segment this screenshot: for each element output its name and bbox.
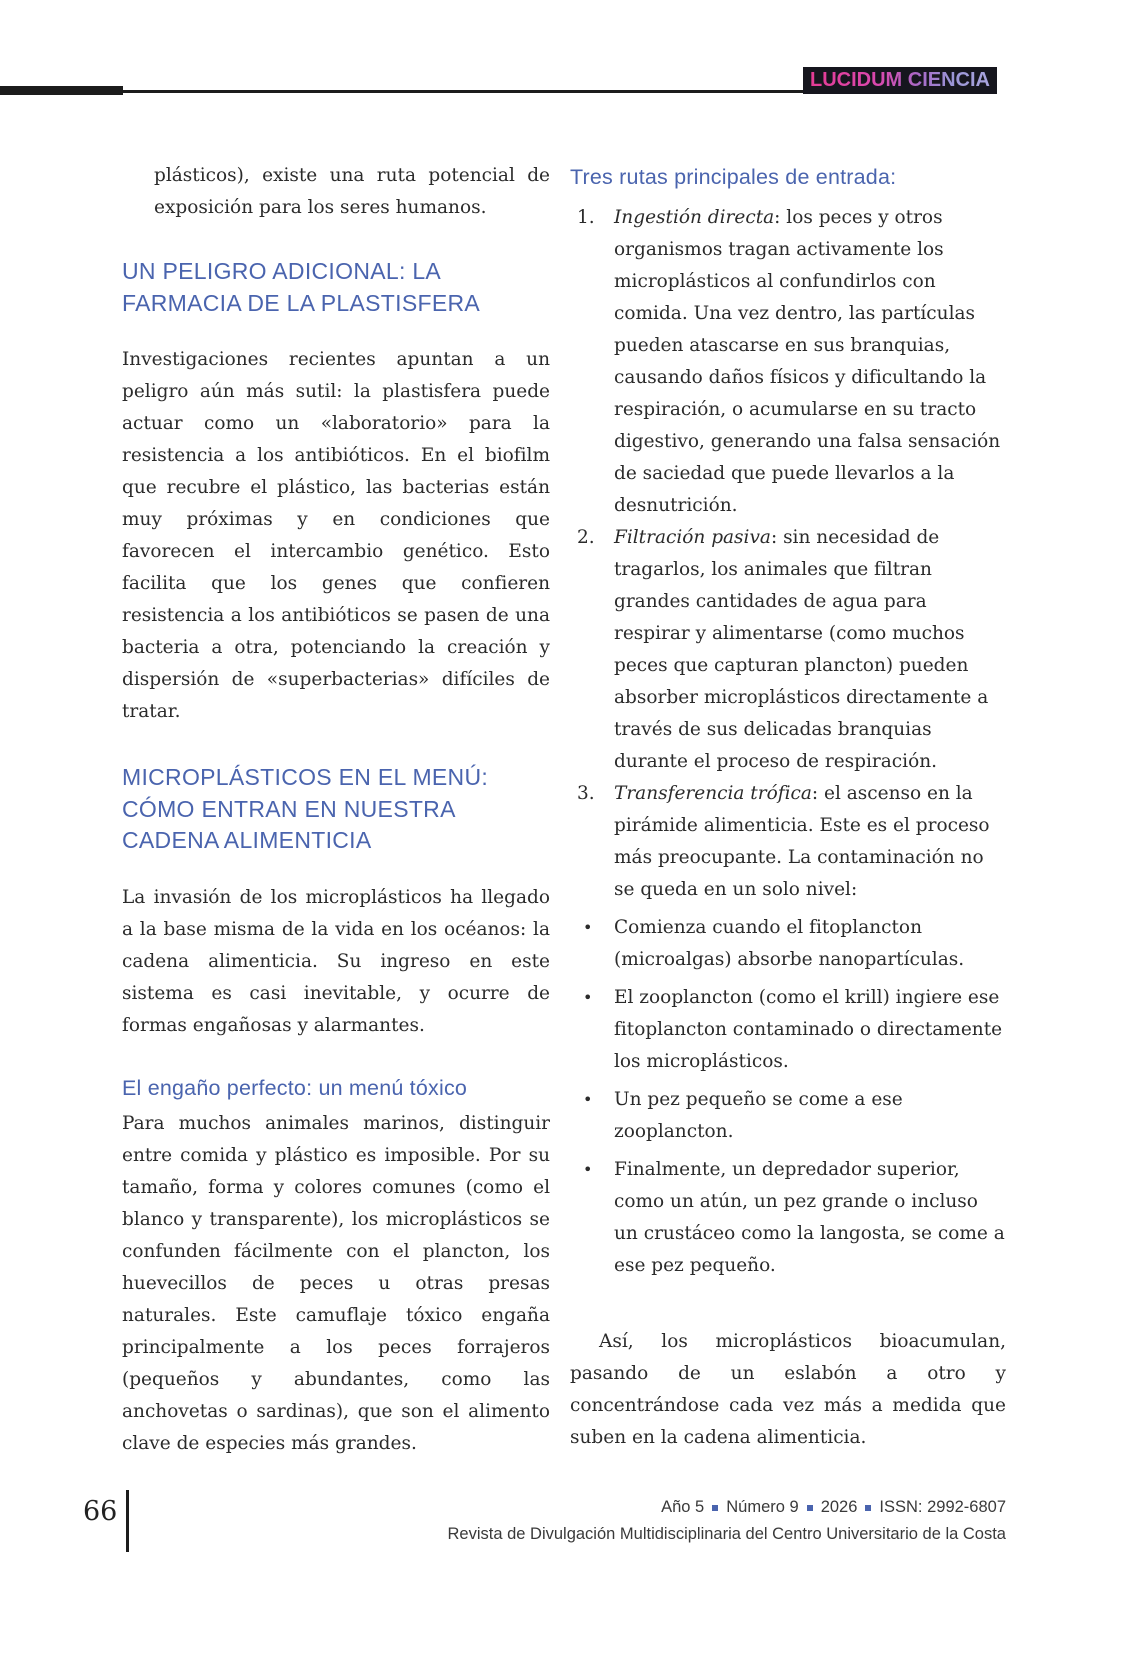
paragraph-engano: Para muchos animales marinos, distinguir entre comida y plástico es imposible. Por su tamaño, forma y colores comunes (como el blanco y transparente), los microplásticos se confunden fácilmente con el plancton, los huevecillos de peces u otras presas naturales. Este camuflaje tóxico engaña principalmente a los peces forrajeros (pequeños y abundantes, como las anchovetas o sardinas), que son el alimento clave de especies más grandes. — [122, 1112, 550, 1454]
separator-square-icon — [712, 1505, 718, 1511]
list-item-transferencia — [570, 778, 1006, 906]
heading-line: CÓMO ENTRAN EN NUESTRA — [122, 795, 456, 822]
bullet-icon: • — [583, 1160, 593, 1179]
issue-issn: ISSN: 2992-6807 — [879, 1498, 1006, 1516]
heading-line: MICROPLÁSTICOS EN EL MENÚ: — [122, 764, 489, 790]
separator-square-icon — [865, 1505, 871, 1511]
issue-info — [447, 1494, 1006, 1521]
heading-line: UN PELIGRO ADICIONAL: LA — [122, 258, 442, 284]
separator-square-icon — [807, 1505, 813, 1511]
list-lead: Ingestión directa — [614, 207, 775, 228]
bullet-icon: • — [583, 918, 593, 937]
list-item-filtracion — [570, 522, 1006, 778]
list-text: : los peces y otros organismos tragan activamente los microplásticos al confundirlos con comida. Una vez dentro, las partículas pueden atascarse en sus branquias, causando daños físicos y dificultando la respiración, o acumularse en su tracto digestivo, generando una falsa sensación de saciedad que puede llevarlos a la desnutrición. — [614, 207, 1001, 516]
list-text: : el ascenso en la pirámide alimenticia. Este es el proceso más preocupante. La contaminación no se queda en un solo nivel: — [614, 783, 990, 900]
bullet-icon: • — [583, 988, 593, 1007]
list-text: : sin necesidad de tragarlos, los animales que filtran grandes cantidades de agua para respirar y alimentarse (como muchos peces que capturan plancton) pueden absorber microplásticos directamente a través de sus delicadas branquias durante el proceso de respiración. — [614, 527, 989, 772]
bullet-item-depredador — [570, 1154, 1006, 1282]
heading-line: CADENA ALIMENTICIA — [122, 827, 372, 853]
bullet-text: El zooplancton (como el krill) ingiere ese fitoplancton contaminado o directamente los microplásticos. — [614, 987, 1003, 1072]
bullet-text: Finalmente, un depredador superior, como un atún, un pez grande o incluso un crustáceo como la langosta, se come a ese pez pequeño. — [614, 1159, 1005, 1276]
section-heading-plastisfera — [122, 256, 550, 319]
header-rule-accent — [0, 86, 123, 95]
bullet-item-pez — [570, 1084, 1006, 1148]
bullet-icon: • — [583, 1090, 593, 1109]
list-item-ingestion — [570, 202, 1006, 522]
list-lead: Filtración pasiva — [614, 527, 771, 548]
page-number: 66 — [83, 1496, 118, 1527]
list-number: 2. — [577, 527, 595, 548]
closing-paragraph: Así, los microplásticos bioacumulan, pasando de un eslabón a otro y concentrándose cada vez más a medida que suben en la cadena alimenticia. — [570, 1331, 1006, 1448]
bullet-text: Un pez pequeño se come a ese zooplancton. — [614, 1089, 903, 1142]
magazine-logo-text: LUCIDUM CIENCIA — [810, 69, 990, 91]
issue-year: Año 5 — [661, 1498, 705, 1516]
subheading-tres-rutas: Tres rutas principales de entrada: — [570, 165, 897, 189]
list-lead: Transferencia trófica — [614, 783, 812, 804]
subheading-engano: El engaño perfecto: un menú tóxico — [122, 1075, 468, 1100]
intro-continuation-paragraph: plásticos), existe una ruta potencial de exposición para los seres humanos. — [154, 165, 550, 218]
column-right — [570, 160, 1006, 1454]
section-heading-menu — [122, 762, 550, 857]
journal-name: Revista de Divulgación Multidisciplinaria del Centro Universitario de la Costa — [447, 1525, 1006, 1543]
list-number: 3. — [577, 783, 595, 804]
list-number: 1. — [577, 207, 595, 228]
paragraph-plastisfera: Investigaciones recientes apuntan a un peligro aún más sutil: la plastisfera puede actuar como un «laboratorio» para la resistencia a los antibióticos. En el biofilm que recubre el plástico, las bacterias están muy próximas y en condiciones que favorecen el intercambio genético. Esto facilita que los genes que confieren resistencia a los antibióticos se pasen de una bacteria a otra, potenciando la creación y dispersión de «superbacterias» difíciles de tratar. — [122, 349, 550, 722]
bullet-item-fitoplancton — [570, 912, 1006, 976]
magazine-logo — [803, 67, 997, 94]
issue-number: Número 9 — [726, 1498, 799, 1516]
bullet-item-zooplancton — [570, 982, 1006, 1078]
bullet-text: Comienza cuando el fitoplancton (microalgas) absorbe nanopartículas. — [614, 917, 965, 970]
issue-date: 2026 — [820, 1498, 858, 1516]
column-left — [122, 160, 550, 1460]
footer-info — [447, 1494, 1006, 1548]
heading-line: FARMACIA DE LA PLASTISFERA — [122, 289, 481, 316]
page-number-divider — [126, 1490, 129, 1552]
paragraph-invasion: La invasión de los microplásticos ha llegado a la base misma de la vida en los océanos: la cadena alimenticia. Su ingreso en este sistema es casi inevitable, y ocurre de formas engañosas y alarmantes. — [122, 886, 550, 1036]
